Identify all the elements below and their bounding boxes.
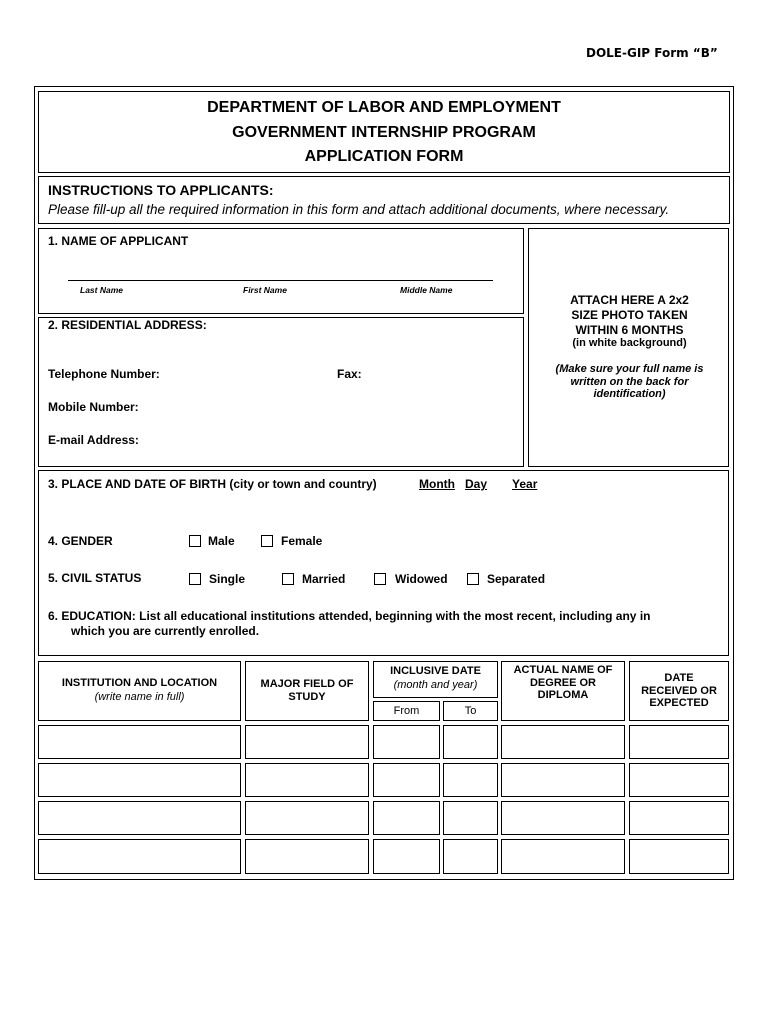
address-label: 2. RESIDENTIAL ADDRESS: <box>48 318 207 332</box>
first-name-caption: First Name <box>243 285 287 295</box>
to-cell[interactable] <box>443 763 498 797</box>
major-header <box>245 661 369 721</box>
to-cell[interactable] <box>443 725 498 759</box>
institution-header-text: INSTITUTION AND LOCATION <box>61 677 218 689</box>
separated-checkbox[interactable] <box>467 573 479 585</box>
program-title: GOVERNMENT INTERNSHIP PROGRAM <box>232 123 536 141</box>
degree-cell[interactable] <box>501 801 625 835</box>
photo-instruction-3: WITHIN 6 MONTHS <box>575 323 684 337</box>
date-header-line1: DATE <box>664 672 694 684</box>
birth-day: Day <box>465 477 488 491</box>
degree-cell[interactable] <box>501 725 625 759</box>
photo-name-note-1: (Make sure your full name is <box>555 363 704 375</box>
instructions-text: Please fill-up all the required information in this form and attach additional documents, where necessary. <box>48 202 670 217</box>
photo-name-note-3: identification) <box>593 388 666 400</box>
date-cell[interactable] <box>629 763 729 797</box>
single-option: Single <box>209 572 246 586</box>
last-name-caption: Last Name <box>80 285 123 295</box>
married-checkbox[interactable] <box>282 573 294 585</box>
to-cell[interactable] <box>443 839 498 874</box>
department-title: DEPARTMENT OF LABOR AND EMPLOYMENT <box>207 99 561 116</box>
photo-background-note: (in white background) <box>572 337 687 349</box>
degree-cell[interactable] <box>501 839 625 874</box>
institution-header-note: (write name in full) <box>94 691 185 703</box>
date-cell[interactable] <box>629 801 729 835</box>
photo-name-note-2: written on the back for <box>570 376 689 388</box>
major-cell[interactable] <box>245 839 369 874</box>
date-header-line2: RECEIVED OR <box>641 684 717 697</box>
birth-label: 3. PLACE AND DATE OF BIRTH (city or town and country) <box>48 477 377 491</box>
telephone-label: Telephone Number: <box>48 367 160 381</box>
instructions-box <box>38 176 730 224</box>
widowed-checkbox[interactable] <box>374 573 386 585</box>
single-checkbox[interactable] <box>189 573 201 585</box>
from-cell[interactable] <box>373 839 440 874</box>
photo-attachment-box[interactable] <box>528 228 729 467</box>
major-cell[interactable] <box>245 801 369 835</box>
name-label: 1. NAME OF APPLICANT <box>48 234 189 248</box>
major-header-line1: MAJOR FIELD OF <box>260 678 354 690</box>
form-code: DOLE-GIP Form “B” <box>586 46 718 60</box>
date-cell[interactable] <box>629 839 729 874</box>
date-header-line3: EXPECTED <box>649 697 709 709</box>
to-header: To <box>443 701 498 721</box>
inclusive-date-text: INCLUSIVE DATE <box>390 665 481 677</box>
institution-cell[interactable] <box>38 839 241 874</box>
institution-header <box>38 661 241 721</box>
date-cell[interactable] <box>629 725 729 759</box>
institution-cell[interactable] <box>38 763 241 797</box>
inclusive-date-note: (month and year) <box>393 679 478 691</box>
birth-year: Year <box>512 477 538 491</box>
form-title: APPLICATION FORM <box>304 148 464 165</box>
form-title-box <box>38 91 730 173</box>
middle-name-caption: Middle Name <box>400 285 453 295</box>
from-cell[interactable] <box>373 763 440 797</box>
education-instruction-1: 6. EDUCATION: List all educational institutions attended, beginning with the most recent, including any in <box>48 609 651 623</box>
civil-status-label: 5. CIVIL STATUS <box>48 571 142 585</box>
major-header-line2: STUDY <box>288 691 326 703</box>
widowed-option: Widowed <box>395 572 448 586</box>
name-section <box>38 228 524 314</box>
date-received-header <box>629 661 729 721</box>
instructions-heading: INSTRUCTIONS TO APPLICANTS: <box>48 182 274 198</box>
institution-cell[interactable] <box>38 725 241 759</box>
major-cell[interactable] <box>245 763 369 797</box>
separated-option: Separated <box>487 572 546 586</box>
degree-header-line2: DEGREE OR <box>529 676 596 689</box>
education-instruction-2: which you are currently enrolled. <box>71 624 260 638</box>
to-cell[interactable] <box>443 801 498 835</box>
email-label: E-mail Address: <box>48 433 139 447</box>
gender-label: 4. GENDER <box>48 534 113 548</box>
inclusive-date-header <box>373 661 498 698</box>
degree-header-line1: ACTUAL NAME OF <box>513 664 613 676</box>
birth-month: Month <box>419 477 455 491</box>
photo-instruction-1: ATTACH HERE A 2x2 <box>570 293 689 307</box>
degree-cell[interactable] <box>501 763 625 797</box>
female-option: Female <box>281 534 323 548</box>
institution-cell[interactable] <box>38 801 241 835</box>
name-input-line[interactable] <box>68 280 493 281</box>
mobile-label: Mobile Number: <box>48 400 139 414</box>
degree-header-line3: DIPLOMA <box>537 689 589 701</box>
personal-info-section <box>38 470 729 656</box>
degree-header <box>501 661 625 721</box>
female-checkbox[interactable] <box>261 535 273 547</box>
fax-label: Fax: <box>337 367 362 381</box>
from-cell[interactable] <box>373 725 440 759</box>
from-cell[interactable] <box>373 801 440 835</box>
male-option: Male <box>208 534 235 548</box>
major-cell[interactable] <box>245 725 369 759</box>
from-header: From <box>373 701 440 721</box>
male-checkbox[interactable] <box>189 535 201 547</box>
address-section <box>38 317 524 467</box>
photo-instruction-2: SIZE PHOTO TAKEN <box>571 308 688 322</box>
married-option: Married <box>302 572 346 586</box>
